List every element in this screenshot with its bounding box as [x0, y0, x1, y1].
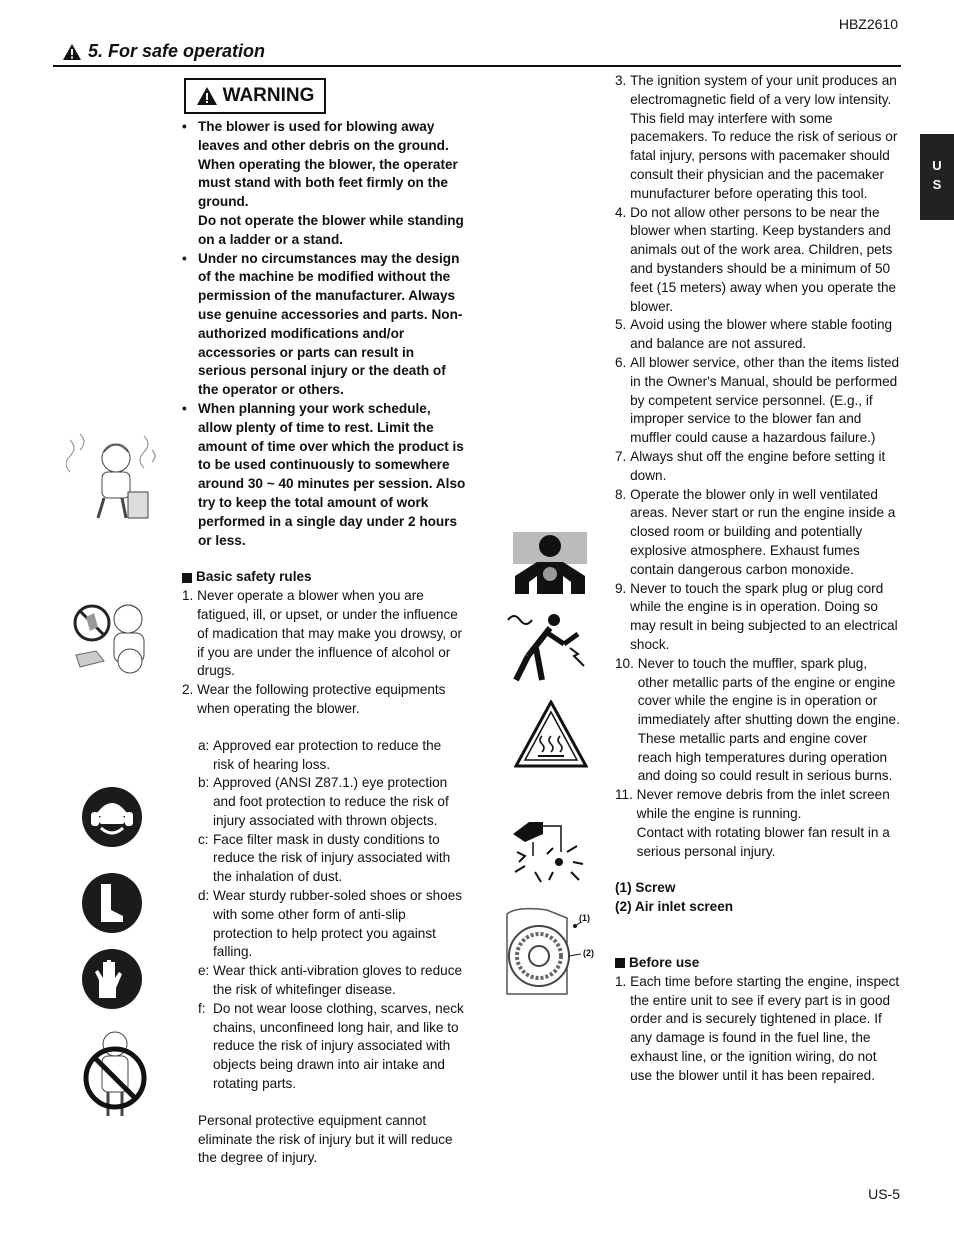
figure-legend-screen: (2) Air inlet screen	[615, 899, 734, 915]
hot-surface-icon	[514, 700, 588, 770]
item-text-line: All blower service, other than the items listed in the Owner's Manual, should be performed by competent service personnel. (E.g., if improper service to the blower fan and muffler could cause a hazardous failure.)	[630, 354, 900, 446]
sub-item-letter: f:	[198, 1000, 206, 1016]
sub-item	[198, 887, 466, 962]
list-item	[615, 973, 901, 1086]
item-number: 8.	[615, 486, 631, 502]
list-item	[182, 587, 466, 681]
warning-text: Do not operate the blower while standing on a ladder or a stand.	[198, 212, 464, 247]
warning-triangle-icon	[62, 43, 82, 61]
heading-text: Basic safety rules	[196, 569, 312, 585]
item-text-line: The ignition system of your unit produces an electromagnetic field of a very low intensity. This field may interfere with some pacemakers. To reduce the risk of serious or fatal injury, persons with pacemaker should consult their physician and the pacemaker munufacturer before operating this tool.	[630, 73, 898, 201]
sub-item-text: Do not wear loose clothing, scarves, neck chains, unconfineed long hair, and like to reduce the risk of injury associated with objects being drawn into air intake and rotating parts.	[213, 1000, 464, 1092]
item-text-line: Do not allow other persons to be near the blower when starting. Keep bystanders and animals out of the work area. Children, pets and bystanders should be a minimum of 50 feet (15 meters) away when you operate the blower.	[630, 204, 897, 314]
item-text-line: Contact with rotating blower fan result in a serious personal injury.	[636, 824, 890, 859]
figure-legend-screw: (1) Screw	[615, 880, 676, 896]
list-item	[615, 316, 901, 354]
item-number: 5.	[615, 317, 631, 333]
sub-item-text: Wear sturdy rubber-soled shoes or shoes with some other form of anti-slip protection to help protect you against falling.	[213, 888, 463, 960]
item-text	[630, 354, 901, 448]
warning-label: WARNING	[222, 85, 315, 106]
warning-text: • Under no circumstances may the design of the machine be modified without the permission of the manufacturer. Always use genuine accessories and parts. Non-authorized modifications and/or accessories or parts can result in serious personal injury or the death of the operator or others.	[198, 250, 463, 398]
item-text	[638, 655, 901, 787]
electric-shock-icon	[506, 608, 588, 684]
basic-safety-heading	[182, 568, 466, 587]
sub-item-letter: a:	[198, 737, 210, 753]
closing-note: Personal protective equipment cannot eliminate the risk of injury but it will reduce the degree of injury.	[198, 1112, 453, 1166]
model-number: HBZ2610	[838, 16, 898, 32]
no-alcohol-illustration	[70, 595, 160, 683]
lang-tab-letter: S	[932, 177, 942, 192]
right-column	[615, 72, 901, 1086]
lang-tab-letter: U	[932, 158, 942, 173]
item-text-line: Never to touch the muffler, spark plug, other metallic parts of the engine or engine cover while the engine is in operation or immediately after shutting down the engine. These metallic parts and engine cover reach high temperatures during operation and doing so could result in serious burns.	[637, 655, 900, 784]
air-inlet-screen-figure	[497, 904, 581, 1000]
item-number: 1.	[615, 973, 631, 989]
square-bullet-icon	[615, 958, 625, 968]
item-text	[630, 448, 901, 486]
list-item	[615, 72, 901, 204]
warning-bullet	[182, 250, 466, 400]
sub-item-letter: d:	[198, 888, 210, 904]
item-text: Never operate a blower when you are fatigued, ill, or upset, or under the influence of madication that may make you drowsy, or if you are under the influence of alcohol or drugs.	[197, 588, 463, 679]
item-text	[630, 72, 901, 204]
heading-text: Before use	[629, 955, 700, 971]
warning-text: • The blower is used for blowing away leaves and other debris on the ground. When operating the blower, the operater must stand with both feet firmly on the ground.	[198, 119, 458, 210]
item-text-line: Avoid using the blower where stable footing and balance are not assured.	[630, 317, 893, 352]
list-item	[615, 486, 901, 580]
sub-item-letter: b:	[198, 775, 210, 791]
item-number: 10.	[615, 655, 638, 671]
list-item	[615, 354, 901, 448]
sub-item	[198, 1000, 466, 1094]
item-text-line: Always shut off the engine before setting it down.	[630, 448, 886, 483]
list-item	[615, 786, 901, 861]
language-tab	[920, 134, 954, 220]
item-number: 9.	[615, 580, 631, 596]
ear-eye-protection-icon	[81, 786, 143, 848]
sub-item	[198, 737, 466, 775]
protective-equipment-list	[182, 737, 466, 1169]
item-number: 4.	[615, 204, 631, 220]
square-bullet-icon	[182, 573, 192, 583]
sub-item-letter: e:	[198, 963, 210, 979]
warning-text: • When planning your work schedule, allow plenty of time to rest. Limit the amount of time over which the product is to be used continuously to somewhere around 30 ~ 40 minutes per session. Also try to keep the total amount of work performed in a single day under 2 hours or less.	[198, 400, 466, 548]
safety-rules-list	[615, 72, 901, 861]
item-text: Wear the following protective equipments when operating the blower.	[197, 682, 446, 716]
section-title	[62, 41, 265, 62]
item-text	[630, 580, 901, 655]
item-number: 6.	[615, 354, 631, 370]
warning-bullet	[182, 400, 466, 550]
boots-icon	[81, 872, 143, 934]
item-text-line: Never remove debris from the inlet screen while the engine is running.	[636, 787, 890, 822]
list-item	[182, 681, 466, 719]
item-number: 1.	[182, 588, 198, 604]
gloves-icon	[81, 948, 143, 1010]
tired-operator-illustration	[66, 430, 158, 525]
sub-item	[198, 774, 466, 830]
sub-item	[198, 962, 466, 1000]
item-text-line: Never to touch the spark plug or plug cord while the engine is in operation. Doing so may result in being subjected to an electrical shock.	[630, 580, 898, 652]
sub-item-text: Approved ear protection to reduce the risk of hearing loss.	[213, 737, 442, 772]
warning-box	[184, 78, 326, 114]
item-text	[630, 316, 901, 354]
thrown-debris-icon	[509, 812, 587, 888]
warning-triangle-icon	[196, 86, 218, 106]
item-text: Each time before starting the engine, inspect the entire unit to see if every part is in good order and is securely tightened in place. If any damage is found in the fuel line, the exhaust line, or the ignition wiring, do not use the blower until it has been repaired.	[630, 973, 900, 1083]
list-item	[615, 580, 901, 655]
sub-item-text: Approved (ANSI Z87.1.) eye protection and foot protection to reduce the risk of injury associated with thrown objects.	[213, 775, 449, 828]
sub-item-text: Wear thick anti-vibration gloves to reduce the risk of whitefinger disease.	[213, 963, 463, 998]
no-loose-clothing-illustration	[82, 1026, 148, 1122]
exhaust-fumes-icon	[511, 528, 589, 596]
item-text	[630, 204, 901, 317]
item-number: 2.	[182, 682, 198, 698]
left-column	[182, 118, 466, 1168]
warning-bullet	[182, 118, 466, 250]
item-number: 7.	[615, 448, 631, 464]
figure-callout-1: (1)	[579, 913, 590, 923]
item-number: 11.	[615, 787, 637, 803]
list-item	[615, 655, 901, 787]
sub-item	[198, 831, 466, 887]
list-item	[615, 204, 901, 317]
item-text	[630, 486, 901, 580]
page-number: US-5	[868, 1186, 900, 1202]
item-text	[637, 786, 901, 861]
sub-item-letter: c:	[198, 831, 209, 847]
item-number: 3.	[615, 73, 631, 88]
item-text-line: Operate the blower only in well ventilated areas. Never start or run the engine inside a closed room or building and potentially explosive atmosphere. Exhaust fumes contain dangerous carbon monoxide.	[630, 486, 896, 577]
section-title-text: 5. For safe operation	[88, 41, 266, 61]
before-use-heading	[615, 954, 901, 973]
title-rule	[53, 65, 901, 67]
figure-callout-2: (2)	[583, 948, 594, 958]
sub-item-text: Face filter mask in dusty conditions to reduce the risk of injury associated with the inhalation of dust.	[213, 831, 451, 885]
list-item	[615, 448, 901, 486]
